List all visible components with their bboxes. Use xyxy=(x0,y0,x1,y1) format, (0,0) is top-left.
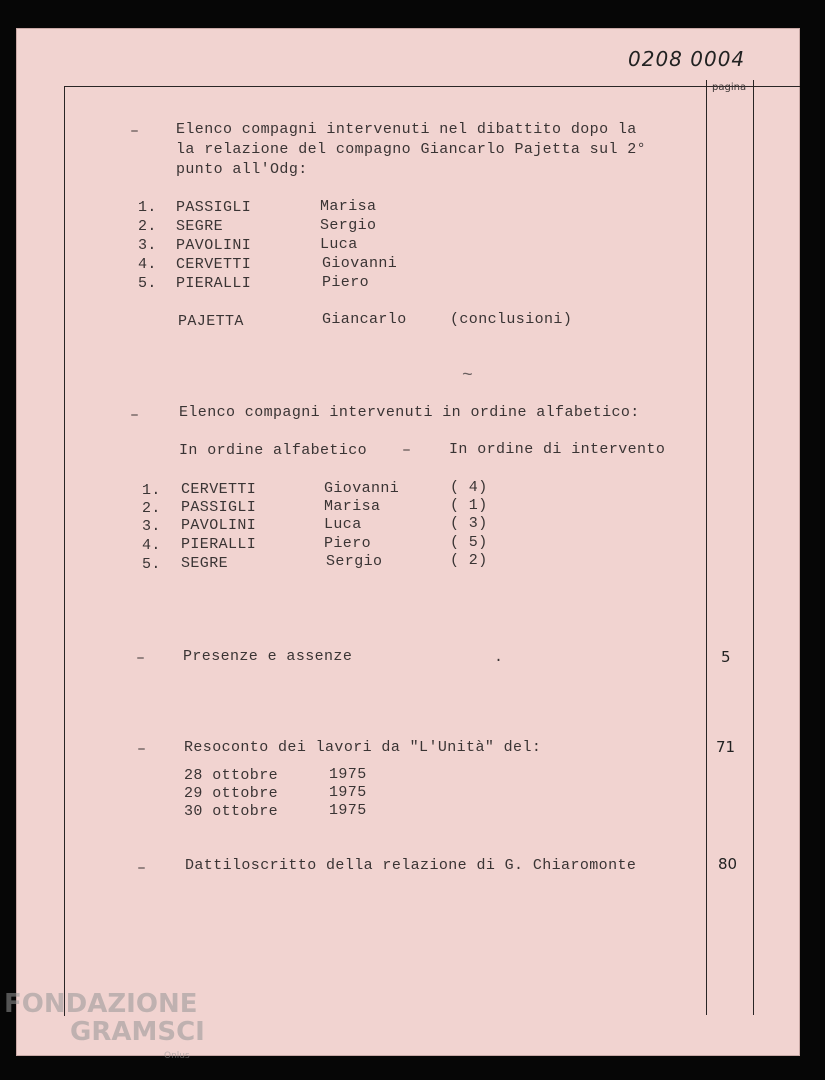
section2-bullet: – xyxy=(130,407,140,424)
section1-line: la relazione del compagno Giancarlo Pajetta sul 2° xyxy=(176,141,647,158)
section3-bullet: – xyxy=(136,650,146,667)
section1-bullet: – xyxy=(130,123,140,140)
section4-page: 71 xyxy=(716,738,736,756)
section2-title: Elenco compagni intervenuti in ordine alfabetico: xyxy=(179,404,640,421)
speaker-order: ( 2) xyxy=(450,552,488,569)
list-number: 5. xyxy=(138,275,157,292)
speaker-name: Marisa xyxy=(320,198,377,215)
speaker-surname: PIERALLI xyxy=(176,275,252,292)
date-year: 1975 xyxy=(329,784,367,801)
section3-dot: . xyxy=(494,649,504,666)
speaker-name: Piero xyxy=(324,535,372,552)
speaker-name: Giovanni xyxy=(324,480,400,497)
speaker-surname: CERVETTI xyxy=(181,481,257,498)
date-day: 30 ottobre xyxy=(184,803,279,820)
page-column-left-line xyxy=(706,80,707,1015)
list-number: 4. xyxy=(142,537,161,554)
section1-line: Elenco compagni intervenuti nel dibattito dopo la xyxy=(176,121,637,138)
speaker-order: ( 3) xyxy=(450,515,488,532)
section4-bullet: – xyxy=(137,741,147,758)
list-number: 3. xyxy=(142,518,161,535)
speaker-order: ( 4) xyxy=(450,479,488,496)
list-number: 3. xyxy=(138,237,157,254)
date-day: 29 ottobre xyxy=(184,785,279,802)
speaker-surname: PAVOLINI xyxy=(176,237,252,254)
list-number: 1. xyxy=(138,199,157,216)
fondazione-gramsci-watermark xyxy=(4,990,205,1070)
speaker-surname: PASSIGLI xyxy=(181,499,257,516)
speaker-surname: PAVOLINI xyxy=(181,517,257,534)
speaker-surname: PIERALLI xyxy=(181,536,257,553)
speaker-surname: CERVETTI xyxy=(176,256,252,273)
watermark-line2: GRAMSCI xyxy=(70,1017,205,1047)
document-page xyxy=(16,28,800,1056)
list-number: 1. xyxy=(142,482,161,499)
ink-smudge: ~ xyxy=(462,366,473,386)
section5-bullet: – xyxy=(137,860,147,877)
column-header-alpha: In ordine alfabetico xyxy=(179,442,368,459)
section1-line: punto all'Odg: xyxy=(176,161,308,178)
watermark-sub: Onlus xyxy=(164,1051,190,1061)
watermark-line1: FONDAZIONE xyxy=(4,989,198,1019)
speaker-name: Luca xyxy=(324,516,362,533)
date-year: 1975 xyxy=(329,802,367,819)
speaker-surname: PASSIGLI xyxy=(176,199,252,216)
closing-surname: PAJETTA xyxy=(178,313,244,330)
date-day: 28 ottobre xyxy=(184,767,279,784)
page-column-header: pagina xyxy=(712,82,747,93)
list-number: 4. xyxy=(138,256,157,273)
speaker-order: ( 5) xyxy=(450,534,488,551)
archive-code: 0208 0004 xyxy=(628,47,746,71)
speaker-name: Luca xyxy=(320,236,358,253)
speaker-name: Marisa xyxy=(324,498,381,515)
section4-title: Resoconto dei lavori da "L'Unità" del: xyxy=(184,739,542,756)
speaker-name: Giovanni xyxy=(322,255,398,272)
list-number: 5. xyxy=(142,556,161,573)
header-rule xyxy=(64,86,800,87)
section3-page: 5 xyxy=(721,648,731,666)
date-year: 1975 xyxy=(329,766,367,783)
speaker-surname: SEGRE xyxy=(181,555,229,572)
closing-note: (conclusioni) xyxy=(450,311,573,328)
speaker-surname: SEGRE xyxy=(176,218,224,235)
column-header-order: In ordine di intervento xyxy=(449,441,666,458)
page-column-right-line xyxy=(753,80,754,1015)
list-number: 2. xyxy=(138,218,157,235)
speaker-name: Sergio xyxy=(326,553,383,570)
section5-page: 80 xyxy=(718,855,738,873)
section5-title: Dattiloscritto della relazione di G. Chiaromonte xyxy=(185,857,637,874)
left-margin-line xyxy=(64,86,65,1016)
speaker-name: Piero xyxy=(322,274,370,291)
section3-title: Presenze e assenze xyxy=(183,648,353,665)
speaker-order: ( 1) xyxy=(450,497,488,514)
column-header-sep: – xyxy=(402,442,412,459)
list-number: 2. xyxy=(142,500,161,517)
speaker-name: Sergio xyxy=(320,217,377,234)
closing-name: Giancarlo xyxy=(322,311,407,328)
